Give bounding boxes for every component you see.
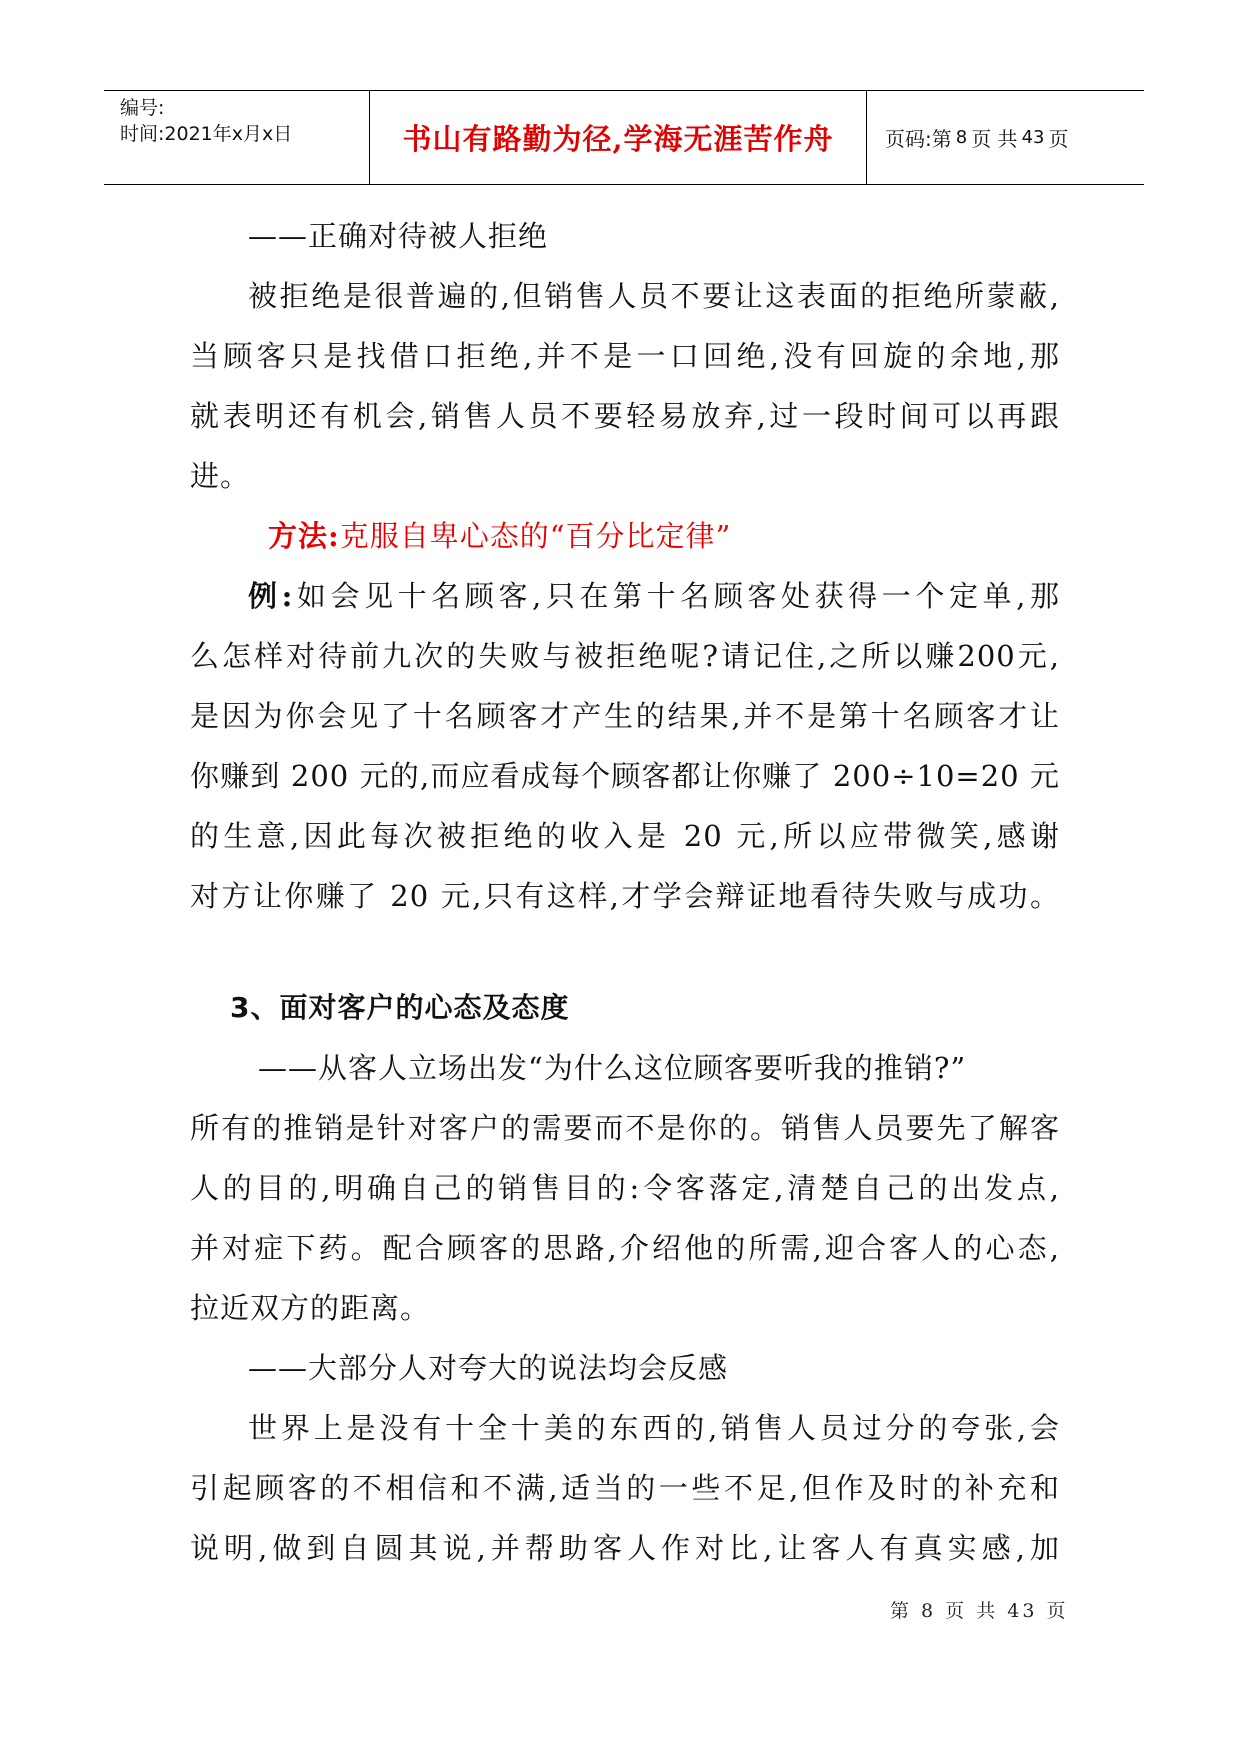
method-line bbox=[190, 506, 1060, 566]
page-footer: 第 8 页 共 43 页 bbox=[890, 1600, 1069, 1622]
page-prefix: 页码:第 bbox=[885, 127, 952, 151]
paragraph-line: 引起顾客的不相信和不满,适当的一些不足,但作及时的补充和 bbox=[190, 1471, 1060, 1505]
paragraph-line: 人的目的,明确自己的销售目的:令客落定,清楚自己的出发点, bbox=[190, 1171, 1060, 1205]
paragraph-line: 你赚到 200 元的,而应看成每个顾客都让你赚了 200÷10=20 元 bbox=[190, 759, 1060, 793]
header-page-info bbox=[867, 91, 1162, 184]
document-body bbox=[190, 206, 1060, 1578]
page-middle: 页 共 bbox=[971, 127, 1018, 151]
example-label: 例: bbox=[248, 579, 294, 613]
paragraph-line: 被拒绝是很普遍的,但销售人员不要让这表面的拒绝所蒙蔽, bbox=[248, 279, 1060, 313]
page-header bbox=[104, 90, 1144, 185]
paragraph-line: 就表明还有机会,销售人员不要轻易放弃,过一段时间可以再跟 bbox=[190, 399, 1060, 433]
subheading-customer-view: ——从客人立场出发“为什么这位顾客要听我的推销?” bbox=[258, 1051, 967, 1085]
paragraph-line: 当顾客只是找借口拒绝,并不是一口回绝,没有回旋的余地,那 bbox=[190, 339, 1060, 373]
paragraph-line: 拉近双方的距离。 bbox=[190, 1291, 431, 1325]
example-text: 如会见十名顾客,只在第十名顾客处获得一个定单,那 bbox=[293, 579, 1060, 613]
subheading-exaggeration: ——大部分人对夸大的说法均会反感 bbox=[248, 1351, 729, 1385]
method-text: 克服自卑心态的“百分比定律” bbox=[339, 519, 732, 553]
header-meta bbox=[120, 91, 370, 188]
paragraph-line: 么怎样对待前九次的失败与被拒绝呢?请记住,之所以赚200元, bbox=[190, 639, 1060, 673]
section-3-title: 3、面对客户的心态及态度 bbox=[230, 991, 570, 1024]
paragraph-line: 进。 bbox=[190, 459, 251, 493]
paragraph-line: 对方让你赚了 20 元,只有这样,才学会辩证地看待失败与成功。 bbox=[190, 879, 1060, 913]
paragraph-line: 是因为你会见了十名顾客才产生的结果,并不是第十名顾客才让 bbox=[190, 699, 1060, 733]
example-line bbox=[190, 566, 1060, 626]
document-number-label: 编号: bbox=[120, 97, 165, 119]
method-label: 方法: bbox=[268, 519, 340, 553]
paragraph-line: 说明,做到自圆其说,并帮助客人作对比,让客人有真实感,加 bbox=[190, 1531, 1060, 1565]
paragraph-line: 的生意,因此每次被拒绝的收入是 20 元,所以应带微笑,感谢 bbox=[190, 819, 1060, 853]
page-number: 8 bbox=[955, 127, 968, 148]
subheading-rejection: ——正确对待被人拒绝 bbox=[248, 219, 549, 253]
header-motto: 书山有路勤为径,学海无涯苦作舟 bbox=[369, 91, 867, 184]
document-date: 时间:2021年x月x日 bbox=[120, 123, 293, 145]
page-total: 43 bbox=[1021, 127, 1045, 148]
paragraph-line: 所有的推销是针对客户的需要而不是你的。销售人员要先了解客 bbox=[190, 1111, 1060, 1145]
paragraph-line: 世界上是没有十全十美的东西的,销售人员过分的夸张,会 bbox=[248, 1411, 1060, 1445]
paragraph-line: 并对症下药。配合顾客的思路,介绍他的所需,迎合客人的心态, bbox=[190, 1231, 1060, 1265]
page-suffix: 页 bbox=[1048, 127, 1069, 151]
